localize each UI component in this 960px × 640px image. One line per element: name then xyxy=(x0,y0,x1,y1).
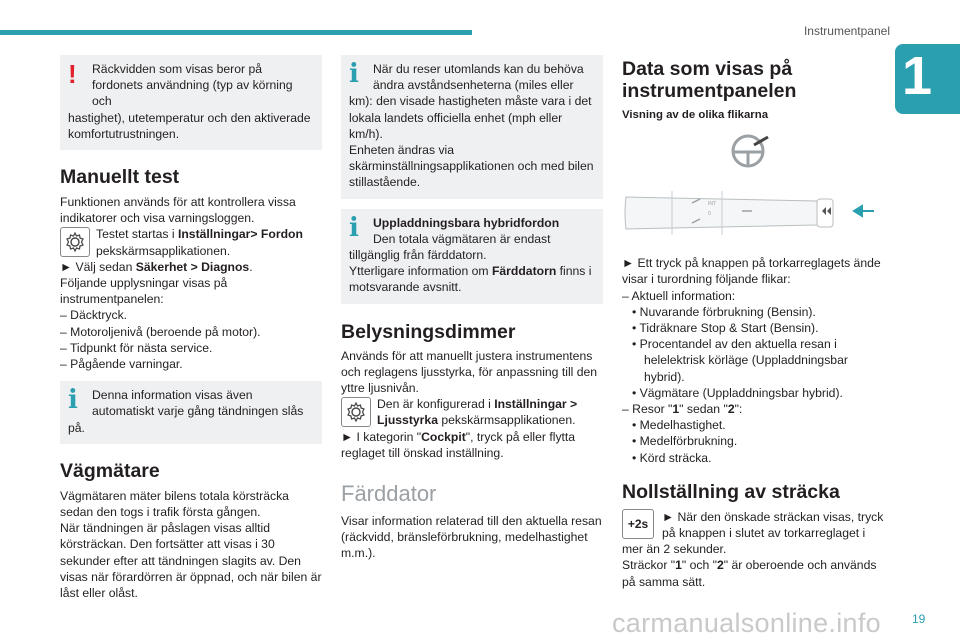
info-line: tillgänglig från färddatorn. xyxy=(349,248,487,263)
paragraph-line: och reglagens ljusstyrka, för anpassning till den xyxy=(341,364,598,379)
info-icon: i xyxy=(68,385,78,416)
text: " är oberoende och används xyxy=(723,558,877,573)
menu-path: Inställningar> Fordon xyxy=(177,227,303,242)
info-line: Denna information visas även xyxy=(92,388,253,403)
gear-instruction xyxy=(60,226,322,258)
steering-wheel-figure xyxy=(622,133,890,169)
list-item: • Vägmätare (Uppladdningsbar hybrid). xyxy=(632,385,843,400)
plus-2s-icon: +2s xyxy=(622,509,654,539)
info-line: lokala landets officiella enhet (mph eller xyxy=(349,110,563,125)
heading-reset-trip: Nollställning av sträcka xyxy=(622,480,840,503)
info-line: Enheten ändras via xyxy=(349,143,455,158)
paragraph-line: på samma sätt. xyxy=(622,574,706,589)
text-bold: Färddatorn xyxy=(491,264,557,279)
paragraph-line: När tändningen är påslagen visas alltid xyxy=(60,521,271,536)
list-item: – Tidpunkt för nästa service. xyxy=(60,340,213,355)
list-item: – Motoroljenivå (beroende på motor). xyxy=(60,324,261,339)
paragraph-line: Används för att manuellt justera instrumentens xyxy=(341,348,593,363)
paragraph-line: ► Ett tryck på knappen på torkarreglagets ände xyxy=(622,256,881,271)
paragraph-line: m.m.). xyxy=(341,546,376,561)
text: ", tryck på eller flytta xyxy=(465,429,576,444)
text: . xyxy=(249,259,253,274)
reset-instruction xyxy=(622,509,890,590)
paragraph-line: sedan den togs i trafik första gången. xyxy=(60,505,261,520)
heading-line: Data som visas på xyxy=(622,58,793,80)
column-right xyxy=(622,58,890,590)
text: ": xyxy=(734,402,743,417)
gear-icon xyxy=(341,397,371,427)
text-bold: 2 xyxy=(716,558,724,573)
warning-line: hastighet), utetemperatur och den aktiverade xyxy=(68,110,311,125)
heading-dimmer: Belysningsdimmer xyxy=(341,320,516,343)
watermark: carmanualsonline.info xyxy=(612,608,881,638)
column-middle xyxy=(341,55,603,562)
info-box-units xyxy=(341,55,603,199)
info-line: skärminställningsapplikationen och med bilen xyxy=(349,159,594,174)
list-item: • Nuvarande förbrukning (Bensin). xyxy=(632,304,816,319)
gear-instruction xyxy=(341,396,603,428)
list-item: • Körd sträcka. xyxy=(632,450,712,465)
paragraph-line: reglaget till önskad inställning. xyxy=(341,445,504,460)
text-bold: Cockpit xyxy=(421,429,466,444)
info-icon: i xyxy=(349,212,359,243)
text: " och " xyxy=(681,558,717,573)
section-title: Instrumentpanel xyxy=(803,24,890,38)
heading-line: instrumentpanelen xyxy=(622,80,797,102)
text: Ytterligare information om xyxy=(349,264,492,279)
info-line: km/h). xyxy=(349,126,383,141)
paragraph-line: visas när förardörren är öppnad, och när bilen är xyxy=(60,569,322,584)
list-item: – Däcktryck. xyxy=(60,308,128,323)
list-item: • Procentandel av den aktuella resan i xyxy=(632,337,837,352)
text: ► Välj sedan xyxy=(60,259,136,274)
list-item xyxy=(622,401,890,417)
paragraph-line xyxy=(622,557,890,573)
text-bold: 1 xyxy=(672,402,680,417)
paragraph-line: på knappen i slutet av torkarreglaget i xyxy=(662,526,866,541)
paragraph-line: ► När den önskade sträckan visas, tryck xyxy=(662,509,884,524)
svg-text:INT: INT xyxy=(708,201,717,208)
heading-manual-test: Manuellt test xyxy=(60,166,180,189)
list-item: hybrid). xyxy=(644,369,685,384)
text: Testet startas i xyxy=(96,227,178,242)
info-box-hybrid xyxy=(341,209,603,304)
list-item: • Tidräknare Stop & Start (Bensin). xyxy=(632,321,819,336)
text: " sedan " xyxy=(679,402,728,417)
list-item: • Medelhastighet. xyxy=(632,418,726,433)
heading-trip-computer: Färddator xyxy=(341,481,437,507)
info-box xyxy=(60,381,322,444)
text: ► I kategorin " xyxy=(341,429,422,444)
warning-line: fordonets användning (typ av körning och xyxy=(92,78,293,109)
info-line: ändra avståndsenheterna (miles eller xyxy=(373,78,574,93)
info-line: Den totala vägmätaren är endast xyxy=(373,231,551,246)
paragraph-line: pekskärmsapplikationen. xyxy=(96,243,231,258)
text: Den är konfigurerad i xyxy=(377,397,495,412)
chapter-number: 1 xyxy=(902,46,933,106)
info-line: motsvarande avsnitt. xyxy=(349,280,462,295)
text-bold: 1 xyxy=(675,558,682,573)
warning-icon: ! xyxy=(68,59,77,89)
column-left xyxy=(60,55,322,601)
warning-line: Räckvidden som visas beror på xyxy=(92,62,263,76)
paragraph-line: (räckvidd, bränsleförbrukning, medelhastighet xyxy=(341,530,588,545)
menu-path: Säkerhet > Diagnos xyxy=(135,259,250,274)
info-icon: i xyxy=(349,59,359,89)
paragraph-line: yttre ljusnivån. xyxy=(341,381,419,396)
paragraph-line: körsträckan. Den fortsätter att visas i 30 xyxy=(60,537,275,552)
text: – Resor " xyxy=(622,402,673,417)
info-title: Uppladdningsbara hybridfordon xyxy=(373,215,560,230)
list-item: helelektrisk körläge (Uppladdningsbar xyxy=(644,353,848,368)
warning-box xyxy=(60,55,322,150)
text-bold: 2 xyxy=(727,402,735,417)
heading-odometer: Vägmätare xyxy=(60,459,160,482)
info-line: stillastående. xyxy=(349,175,421,190)
list-item: • Medelförbrukning. xyxy=(632,434,738,449)
header-bar xyxy=(0,30,472,35)
warning-line: komfortutrustningen. xyxy=(68,126,180,141)
menu-path: Inställningar > xyxy=(494,397,578,412)
paragraph-line: Visar information relaterad till den aktuella resan xyxy=(341,514,602,529)
info-line: automatiskt varje gång tändningen slås xyxy=(92,404,304,419)
text: finns i xyxy=(556,264,592,279)
paragraph-line: instrumentpanelen: xyxy=(60,292,164,307)
paragraph-line: Följande upplysningar visas på xyxy=(60,276,228,291)
list-item: – Aktuell information: xyxy=(622,288,736,303)
paragraph-line: mer än 2 sekunder. xyxy=(622,542,727,557)
paragraph-line: sekunder efter att tändningen slagits av. Den xyxy=(60,553,301,568)
wiper-stalk-figure xyxy=(622,181,890,249)
info-line: km): den visade hastigheten måste vara i det xyxy=(349,94,592,109)
paragraph-line: Funktionen används för att kontrollera vissa xyxy=(60,195,296,210)
text: Sträckor " xyxy=(622,558,676,573)
paragraph-line: visar i turordning följande flikar: xyxy=(622,272,791,287)
menu-path: Ljusstyrka xyxy=(377,413,438,428)
text: pekskärmsapplikationen. xyxy=(437,413,576,428)
subheading: Visning av de olika flikarna xyxy=(622,109,769,121)
info-line: på. xyxy=(68,420,85,435)
paragraph-line: Vägmätaren mäter bilens totala körsträcka xyxy=(60,488,289,503)
paragraph-line: låst eller olåst. xyxy=(60,586,138,601)
wiper-stalk-icon xyxy=(622,181,882,245)
page-number: 19 xyxy=(912,612,926,626)
paragraph-line: indikatorer och visa varningsloggen. xyxy=(60,211,255,226)
svg-text:0: 0 xyxy=(708,211,711,218)
gear-icon xyxy=(60,227,90,257)
steering-wheel-icon xyxy=(730,133,770,169)
list-item: – Pågående varningar. xyxy=(60,357,183,372)
info-line: När du reser utomlands kan du behöva xyxy=(373,62,584,76)
heading-displayed-data xyxy=(622,58,890,102)
